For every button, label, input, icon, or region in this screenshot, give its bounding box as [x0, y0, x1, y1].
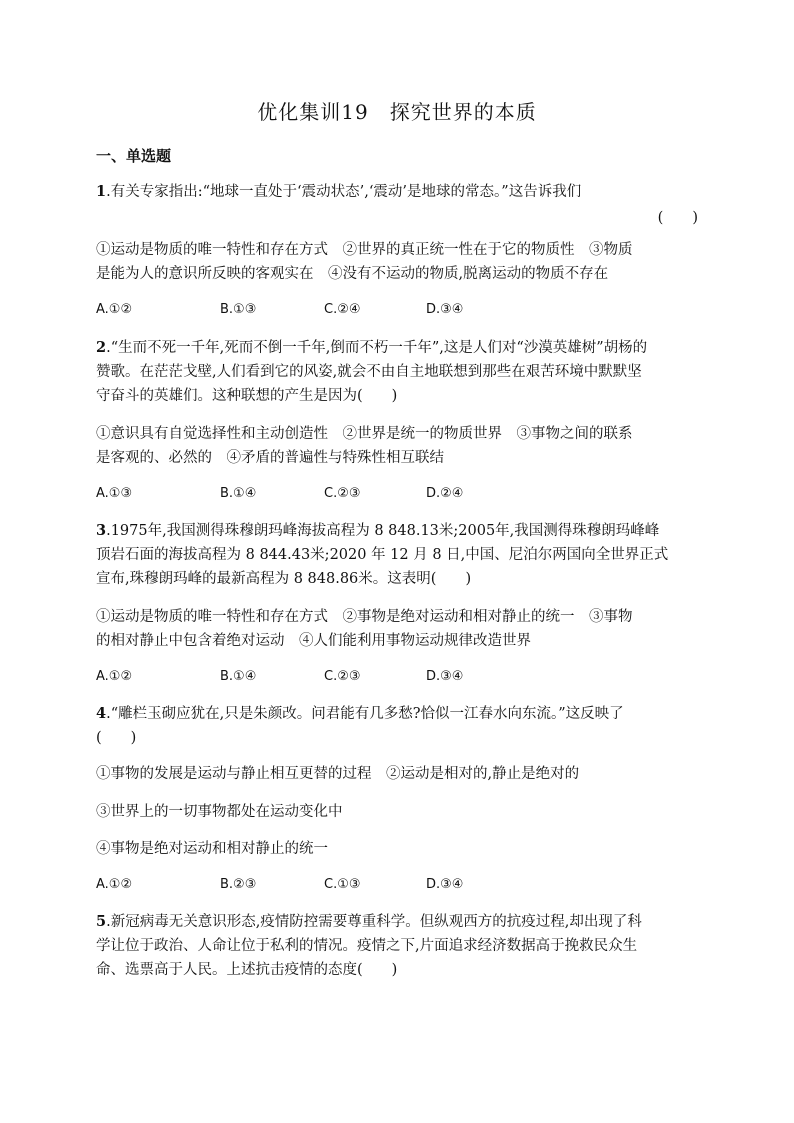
choice-d: D.③④	[426, 669, 464, 684]
question-number: 2	[96, 339, 107, 356]
choice-d: D.②④	[426, 486, 464, 501]
question-4-option-3: ④事物是绝对运动和相对静止的统一	[96, 841, 328, 857]
question-2-choices	[96, 486, 698, 506]
choice-a: A.①②	[96, 669, 133, 684]
question-number: 1	[96, 183, 107, 200]
question-1-choices	[96, 302, 698, 322]
choice-b: B.①③	[220, 302, 257, 317]
option-line: ①意识具有自觉选择性和主动创造性 ②世界是统一的物质世界 ③事物之间的联系	[96, 426, 633, 442]
question-text: .1975年,我国测得珠穆朗玛峰海拔高程为 8 848.13米;2005年,我国测得珠穆朗玛峰峰	[106, 523, 660, 539]
answer-paren: ( )	[657, 210, 698, 226]
choice-a: A.①②	[96, 877, 133, 892]
question-text: .新冠病毒无关意识形态,疫情防控需要尊重科学。但纵观西方的抗疫过程,却出现了科	[106, 914, 642, 930]
choice-d: D.③④	[426, 302, 464, 317]
question-4-option-1: ①事物的发展是运动与静止相互更替的过程 ②运动是相对的,静止是绝对的	[96, 766, 580, 782]
question-3-choices	[96, 669, 698, 689]
question-2-options	[96, 422, 698, 470]
choice-b: B.①④	[220, 486, 257, 501]
section-heading: 一、单选题	[96, 147, 172, 165]
question-text: 守奋斗的英雄们。这种联想的产生是因为( )	[96, 388, 398, 404]
question-1-options	[96, 238, 698, 286]
page-title: 优化集训19 探究世界的本质	[257, 100, 537, 124]
question-text: ( )	[96, 730, 137, 746]
question-number: 5	[96, 913, 107, 930]
question-text: .“雕栏玉砌应犹在,只是朱颜改。问君能有几多愁?恰似一江春水向东流。”这反映了	[106, 706, 624, 722]
question-3-stem	[96, 519, 698, 591]
option-line: 是能为人的意识所反映的客观实在 ④没有不运动的物质,脱离运动的物质不存在	[96, 266, 609, 282]
question-4-choices	[96, 877, 698, 897]
choice-a: A.①③	[96, 486, 133, 501]
choice-d: D.③④	[426, 877, 464, 892]
choice-b: B.①④	[220, 669, 257, 684]
question-1-stem	[96, 180, 698, 204]
choice-c: C.①③	[324, 877, 361, 892]
question-4-option-2: ③世界上的一切事物都处在运动变化中	[96, 804, 343, 820]
choice-c: C.②④	[324, 302, 361, 317]
question-text: 顶岩石面的海拔高程为 8 844.43米;2020 年 12 月 8 日,中国、尼泊尔两国向全世界正式	[96, 547, 669, 563]
option-line: ①运动是物质的唯一特性和存在方式 ②事物是绝对运动和相对静止的统一 ③事物	[96, 609, 633, 625]
option-line: 的相对静止中包含着绝对运动 ④人们能利用事物运动规律改造世界	[96, 633, 531, 649]
question-3-options	[96, 605, 698, 653]
option-line: ①运动是物质的唯一特性和存在方式 ②世界的真正统一性在于它的物质性 ③物质	[96, 242, 633, 258]
question-text: 命、选票高于人民。上述抗击疫情的态度( )	[96, 962, 398, 978]
question-text: .“生而不死一千年,死而不倒一千年,倒而不朽一千年”,这是人们对“沙漠英雄树”胡杨的	[106, 340, 648, 356]
choice-c: C.②③	[324, 669, 361, 684]
choice-c: C.②③	[324, 486, 361, 501]
question-text: 赞歌。在茫茫戈壁,人们看到它的风姿,就会不由自主地联想到那些在艰苦环境中默默坚	[96, 364, 642, 380]
choice-a: A.①②	[96, 302, 133, 317]
question-text: 宣布,珠穆朗玛峰的最新高程为 8 848.86米。这表明( )	[96, 571, 472, 587]
question-4-stem	[96, 702, 698, 750]
question-number: 3	[96, 522, 107, 539]
question-5-stem	[96, 910, 698, 982]
question-2-stem	[96, 336, 698, 408]
question-text: 学让位于政治、人命让位于私利的情况。疫情之下,片面追求经济数据高于挽救民众生	[96, 938, 638, 954]
question-text: .有关专家指出:“地球一直处于‘震动状态’,‘震动’是地球的常态。”这告诉我们	[106, 184, 582, 200]
option-line: 是客观的、必然的 ④矛盾的普遍性与特殊性相互联结	[96, 450, 444, 466]
choice-b: B.②③	[220, 877, 257, 892]
question-number: 4	[96, 705, 107, 722]
